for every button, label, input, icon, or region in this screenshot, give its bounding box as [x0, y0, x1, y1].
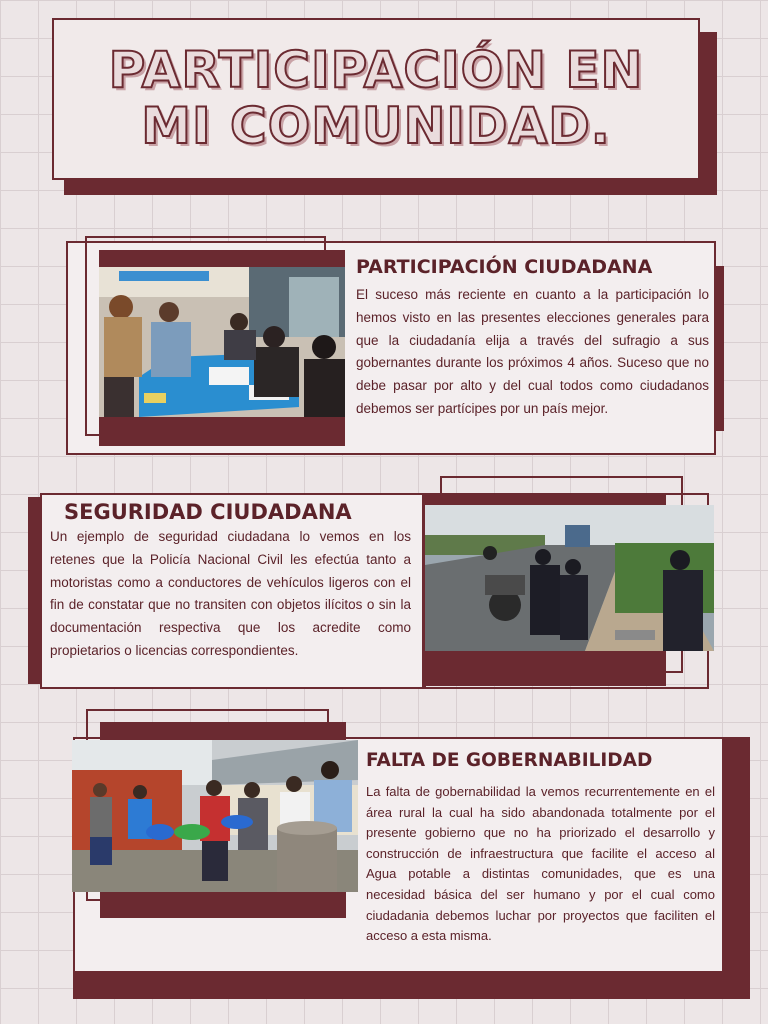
section3-shadow-bottom — [73, 972, 750, 999]
section3-photo-bar-top — [100, 722, 346, 740]
section2-heading: SEGURIDAD CIUDADANA — [64, 500, 352, 524]
title-box — [52, 18, 700, 180]
section2-body: Un ejemplo de seguridad ciudadana lo vemos en los retenes que la Policía Nacional Civil les efectúa tanto a motoristas como a conductores de vehículos ligeros con el fin de constatar que no transiten con objetos ilícitos o sin la documentación respectiva que los acredite como propietarios o licencias correspondientes. — [50, 529, 411, 658]
voting-photo — [99, 267, 345, 417]
section3-body: La falta de gobernabilidad la vemos recurrentemente en el área rural la cual ha sido abandonada totalmente por el presente gobierno que no ha priorizado el desarrollo y construcción de infraestructura que facilite el acceso al Agua potable a distintas comunidades, que es una necesidad básica del ser humano y por el cual como ciudadania debemos luchar por proyectos que faciliten el acceso a esta misma. — [366, 784, 715, 944]
section3-photo-bar-bottom — [100, 891, 346, 918]
water-community-photo — [72, 740, 358, 892]
section2-photo-bar-bottom — [425, 650, 666, 686]
page-title-line1: PARTICIPACIÓN EN — [108, 41, 644, 99]
section3-heading: FALTA DE GOBERNABILIDAD — [366, 750, 653, 771]
police-checkpoint-photo — [425, 505, 714, 651]
page-title-line2: MI COMUNIDAD. — [141, 97, 611, 155]
section1-heading: PARTICIPACIÓN CIUDADANA — [356, 256, 653, 278]
section1-body: El suceso más reciente en cuanto a la participación lo hemos visto en las presentes elecciones generales para que la ciudadanía elija a través del sufragio a sus gobernantes durante los próximos 4 años. Suceso que no debe pasar por alto y del cual todos como ciudadanos debemos ser partícipes por un país mejor. — [356, 287, 709, 416]
section2-photo-bar-top — [425, 493, 666, 505]
section1-photo-bar-bottom — [99, 416, 345, 446]
section1-photo-bar-top — [99, 250, 345, 268]
section3-shadow-right — [722, 737, 750, 999]
